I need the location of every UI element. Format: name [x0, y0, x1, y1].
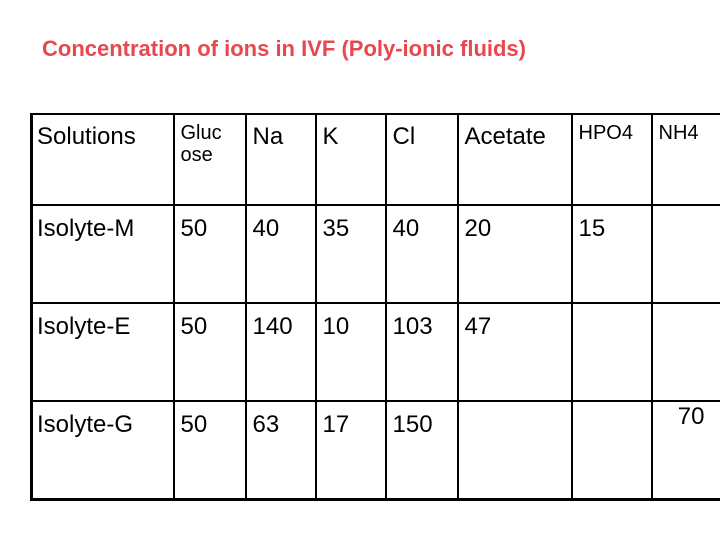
- table-header-row: [32, 114, 720, 205]
- table-cell: 20: [458, 205, 572, 303]
- table-row: [32, 401, 720, 500]
- ion-concentration-table: [30, 113, 720, 501]
- table-cell: 40: [246, 205, 316, 303]
- table-cell: [458, 401, 572, 500]
- header-k: K: [316, 114, 386, 205]
- header-na: Na: [246, 114, 316, 205]
- table-cell: 10: [316, 303, 386, 401]
- table-cell: 15: [572, 205, 652, 303]
- table-cell: 63: [246, 401, 316, 500]
- table-cell: 35: [316, 205, 386, 303]
- table-cell: Isolyte-G: [32, 401, 174, 500]
- table-cell: [572, 303, 652, 401]
- table-cell: 140: [246, 303, 316, 401]
- table-cell: [572, 401, 652, 500]
- table-cell: [652, 205, 720, 303]
- table-cell: 47: [458, 303, 572, 401]
- header-solutions: Solutions: [32, 114, 174, 205]
- table-cell: 150: [386, 401, 458, 500]
- table-cell: Isolyte-M: [32, 205, 174, 303]
- header-cl: Cl: [386, 114, 458, 205]
- header-nh4: NH4: [652, 114, 720, 205]
- table-cell: [652, 303, 720, 401]
- header-glucose: Gluc ose: [174, 114, 246, 205]
- table-cell: 103: [386, 303, 458, 401]
- header-hpo4: HPO4: [572, 114, 652, 205]
- table-cell: 70: [652, 401, 720, 500]
- table-cell: 50: [174, 205, 246, 303]
- table-cell: 40: [386, 205, 458, 303]
- table-cell: 17: [316, 401, 386, 500]
- table-cell: 50: [174, 401, 246, 500]
- table-row: [32, 205, 720, 303]
- slide-title: Concentration of ions in IVF (Poly-ionic fluids): [42, 36, 526, 61]
- table-cell: 50: [174, 303, 246, 401]
- table-row: [32, 303, 720, 401]
- table-cell: Isolyte-E: [32, 303, 174, 401]
- header-acetate: Acetate: [458, 114, 572, 205]
